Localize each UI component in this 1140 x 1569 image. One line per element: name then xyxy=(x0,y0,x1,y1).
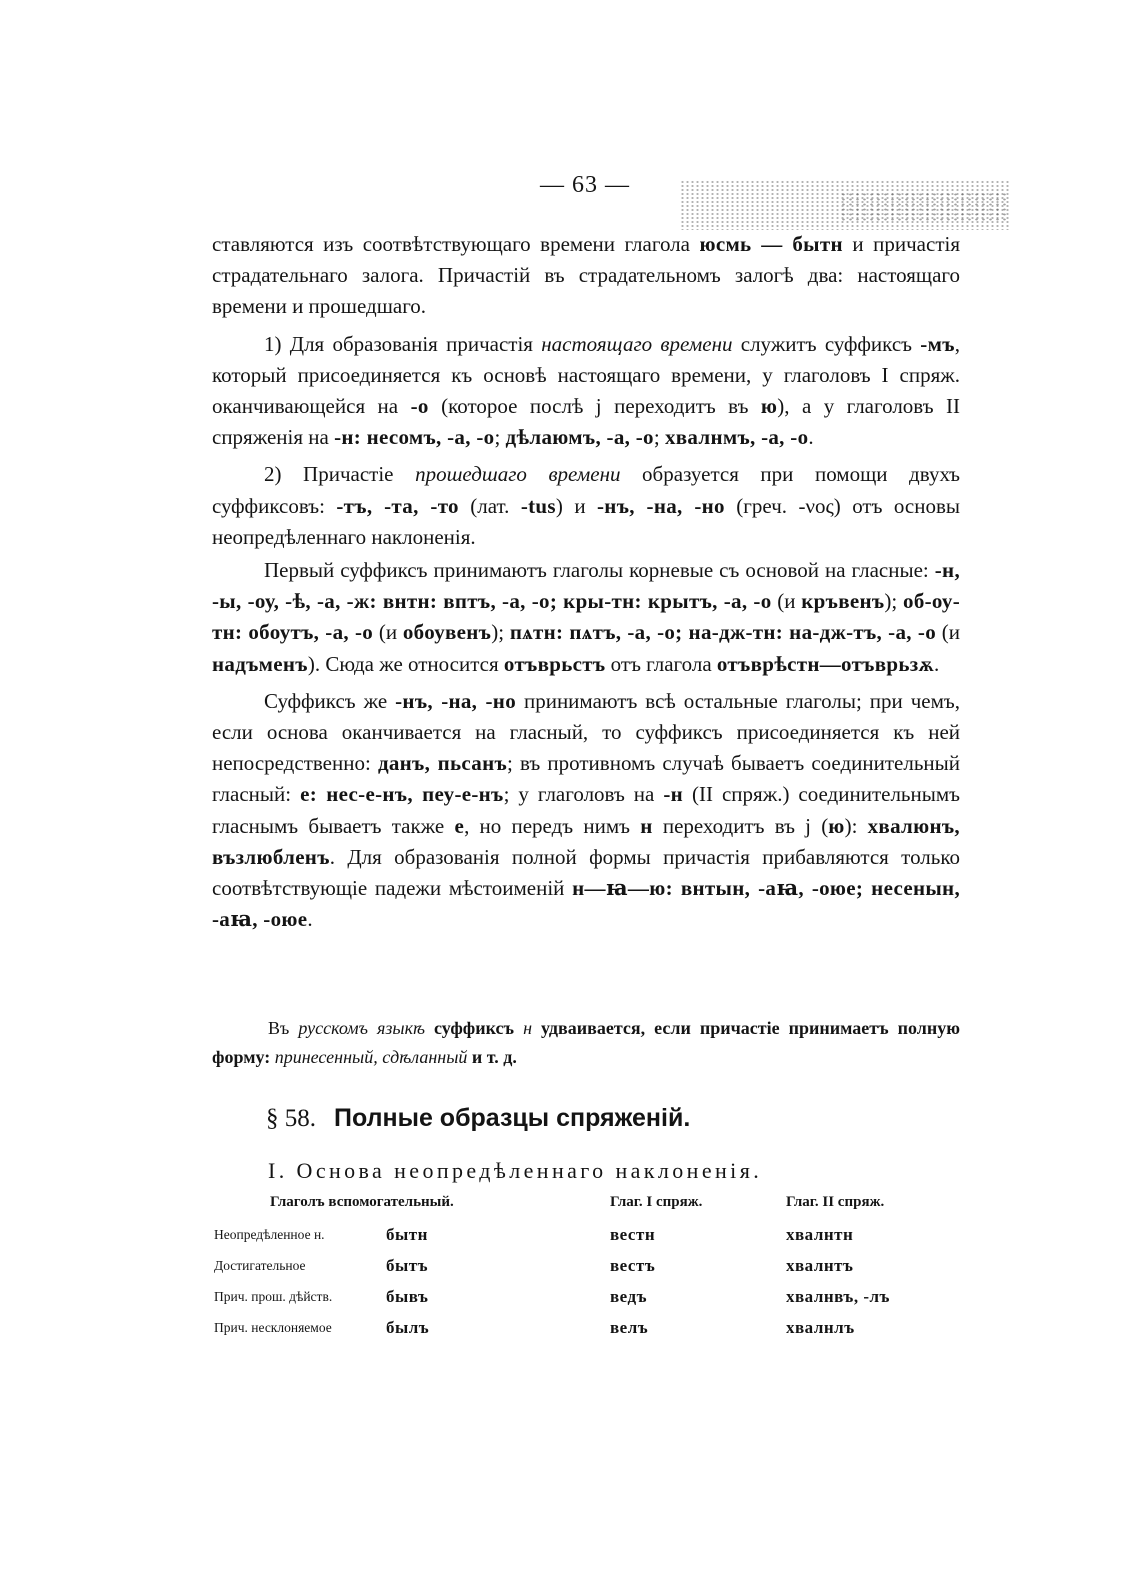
table-row xyxy=(214,1219,966,1250)
bold-term: об-оу-тн: обоутъ, -а, -о xyxy=(212,589,961,645)
cell-auxiliary: бытъ xyxy=(386,1255,429,1275)
paragraph xyxy=(212,686,960,936)
row-label: Достигательное xyxy=(214,1257,306,1273)
column-header: Глаг. I спряж. xyxy=(610,1194,703,1210)
bold-term: данъ, пьсанъ xyxy=(377,751,508,776)
paragraph xyxy=(212,229,960,323)
note-paragraph xyxy=(212,1014,960,1072)
text-run: (и xyxy=(936,620,961,645)
conjugation-table xyxy=(214,1194,966,1343)
main-text xyxy=(212,229,960,935)
cell-conj-2: хвалнтъ xyxy=(786,1255,854,1275)
text-run: ; въ противномъ случаѣ бываетъ соединительный гласный: xyxy=(212,751,960,807)
bold-term: ю xyxy=(828,813,845,838)
text-run: ): xyxy=(844,813,868,838)
italic-term: прошедшаго времени xyxy=(415,462,621,487)
bold-term: юсмь — бытн xyxy=(699,232,843,256)
paragraph xyxy=(212,459,960,553)
bold-term: н xyxy=(640,813,653,838)
cell-auxiliary: бытн xyxy=(386,1224,428,1244)
text-run: ); xyxy=(491,620,510,645)
bold-term: дѣлаюмъ, -а, -о xyxy=(505,425,654,450)
text-run: . Для образованія полной формы причастія прибавляются только соотвѣтствующіе падежи мѣстоименій xyxy=(212,844,960,901)
table-row xyxy=(214,1312,966,1343)
text-run: ); xyxy=(884,589,904,614)
page-number: — 63 — xyxy=(540,172,630,198)
cell-conj-1: вестъ xyxy=(610,1255,656,1275)
text-run: . xyxy=(808,425,814,450)
cell-conj-1: ведъ xyxy=(610,1286,648,1306)
text-run: ; у глаголовъ на xyxy=(503,782,664,807)
text-run: , который присоединяется къ основѣ настоящаго времени, у глаголовъ I спряж. оканчивающейся на xyxy=(212,331,960,419)
bold-term: обоувенъ xyxy=(402,620,492,645)
paragraph xyxy=(212,329,960,454)
text-run: Суффиксъ же xyxy=(264,688,396,713)
bold-term: хвалюнъ, възлюбленъ xyxy=(212,813,960,869)
text-run: . xyxy=(934,651,940,676)
text-run: принимаютъ всѣ остальные глаголы; при чемъ, если основа оканчивается на гласный, то суффиксъ присоединяется къ ней непосредственно: xyxy=(212,688,961,776)
text-run: (которое послѣ j переходитъ въ xyxy=(428,394,761,419)
cell-conj-2: хвалнвъ, -лъ xyxy=(786,1286,890,1306)
bold-term: хвалнмъ, -а, -о xyxy=(664,425,809,450)
bold-term: -о xyxy=(410,394,429,419)
cell-auxiliary: бывъ xyxy=(386,1286,429,1306)
bold-term: -н, -ы, -оу, -ѣ, -а, -ж: внтн: вптъ, -а, -о; кры-тн: крытъ, -а, -о xyxy=(212,558,960,614)
text-run: Въ xyxy=(268,1018,299,1038)
table-row xyxy=(214,1281,966,1312)
section-heading xyxy=(266,1104,966,1133)
cell-auxiliary: былъ xyxy=(386,1317,430,1337)
row-label: Прич. несклоняемое xyxy=(214,1319,332,1335)
text-run: ) и xyxy=(555,493,598,518)
footnote-russian xyxy=(212,1014,960,1072)
cell-conj-1: вестн xyxy=(610,1224,656,1244)
text-run: и причастія страдательнаго залога. Причастій въ страдательномъ залогѣ два: настоящаго времени и прошедшаго. xyxy=(212,232,960,319)
text-run: 1) Для образованія причастія xyxy=(264,331,542,356)
paragraph xyxy=(212,555,960,680)
bold-term: -н xyxy=(663,782,684,807)
text-run: ), а у глаголовъ II спряженія на xyxy=(212,394,960,450)
text-run: служитъ суффиксъ xyxy=(732,331,921,356)
bold-term: е xyxy=(454,813,465,838)
bold-term: надъменъ xyxy=(212,651,308,676)
text-run: (II спряж.) соединительнымъ гласнымъ бываетъ также xyxy=(212,782,960,838)
text-run: (и xyxy=(373,620,403,645)
text-run: , но передъ нимъ xyxy=(464,813,641,838)
row-label: Прич. прош. дѣйств. xyxy=(214,1288,333,1304)
text-run: ; xyxy=(653,425,665,450)
table-header-row xyxy=(214,1194,966,1219)
table-row xyxy=(214,1250,966,1281)
text-run: (и xyxy=(771,589,802,614)
text-run: (греч. -νος) отъ основы неопредѣленнаго наклоненія. xyxy=(212,493,961,549)
section-title: Полные образцы спряженій. xyxy=(334,1104,691,1132)
text-run: ; xyxy=(494,425,506,450)
bold-term: -мъ xyxy=(920,331,955,356)
text-run: 2) Причастіе xyxy=(264,462,416,487)
bold-term: е: нес-е-нъ, пеу-е-нъ xyxy=(300,782,504,807)
bold-term: кръвенъ xyxy=(801,589,885,614)
bold-term: удваивается, если причастіе принимаетъ полную форму: xyxy=(212,1018,960,1067)
bold-term: суффиксъ xyxy=(425,1018,524,1038)
bold-term: -tus xyxy=(520,493,556,518)
bold-term: -тъ, -та, -то xyxy=(336,493,459,518)
text-run: (лат. xyxy=(458,493,521,518)
bold-term: отъврьстъ xyxy=(503,651,606,676)
italic-term: русскомъ языкѣ xyxy=(298,1018,426,1038)
bold-term: и т. д. xyxy=(467,1047,517,1067)
bold-term: -нъ, -на, -но xyxy=(395,688,516,713)
bold-term: -н: несомъ, -а, -о xyxy=(334,425,495,450)
subsection-heading: I. Основа неопредѣленнаго наклоненія. xyxy=(268,1158,763,1183)
bold-term: н—ꙗ—ю: внтын, -аꙗ, -оюе; несенын, -аꙗ, -оюе xyxy=(212,876,960,932)
section-number: § 58. xyxy=(266,1105,316,1132)
text-run: ставляются изъ соотвѣтствующаго времени глагола xyxy=(212,232,700,256)
text-run: . xyxy=(307,907,313,932)
bold-term: -нъ, -на, -но xyxy=(597,493,725,518)
cell-conj-2: хвалнлъ xyxy=(786,1317,855,1337)
cell-conj-1: велъ xyxy=(610,1317,649,1337)
text-run: Первый суффиксъ принимаютъ глаголы корневые съ основой на гласные: xyxy=(264,558,935,583)
scan-noise xyxy=(840,192,1010,222)
column-header: Глаг. II спряж. xyxy=(786,1194,885,1210)
text-run: образуется при помощи двухъ суффиксовъ: xyxy=(212,462,961,518)
bold-term: пѧтн: пѧтъ, -а, -о; на-дж-тн: на-дж-тъ, -а, -о xyxy=(509,620,936,645)
italic-term: принесенный, сдѣланный xyxy=(274,1047,468,1067)
italic-term: настоящаго времени xyxy=(541,331,733,356)
column-header: Глаголъ вспомогательный. xyxy=(270,1194,454,1210)
italic-term: н xyxy=(523,1018,533,1038)
row-label: Неопредѣленное н. xyxy=(214,1226,325,1242)
bold-term: ю xyxy=(760,394,778,419)
text-run: ). Сюда же относится xyxy=(307,651,504,676)
text-run: отъ глагола xyxy=(605,651,717,676)
cell-conj-2: хвалнтн xyxy=(786,1224,854,1244)
text-run: переходитъ въ j ( xyxy=(652,813,829,838)
bold-term: отъврѣстн—отъврьзѫ xyxy=(716,651,935,676)
